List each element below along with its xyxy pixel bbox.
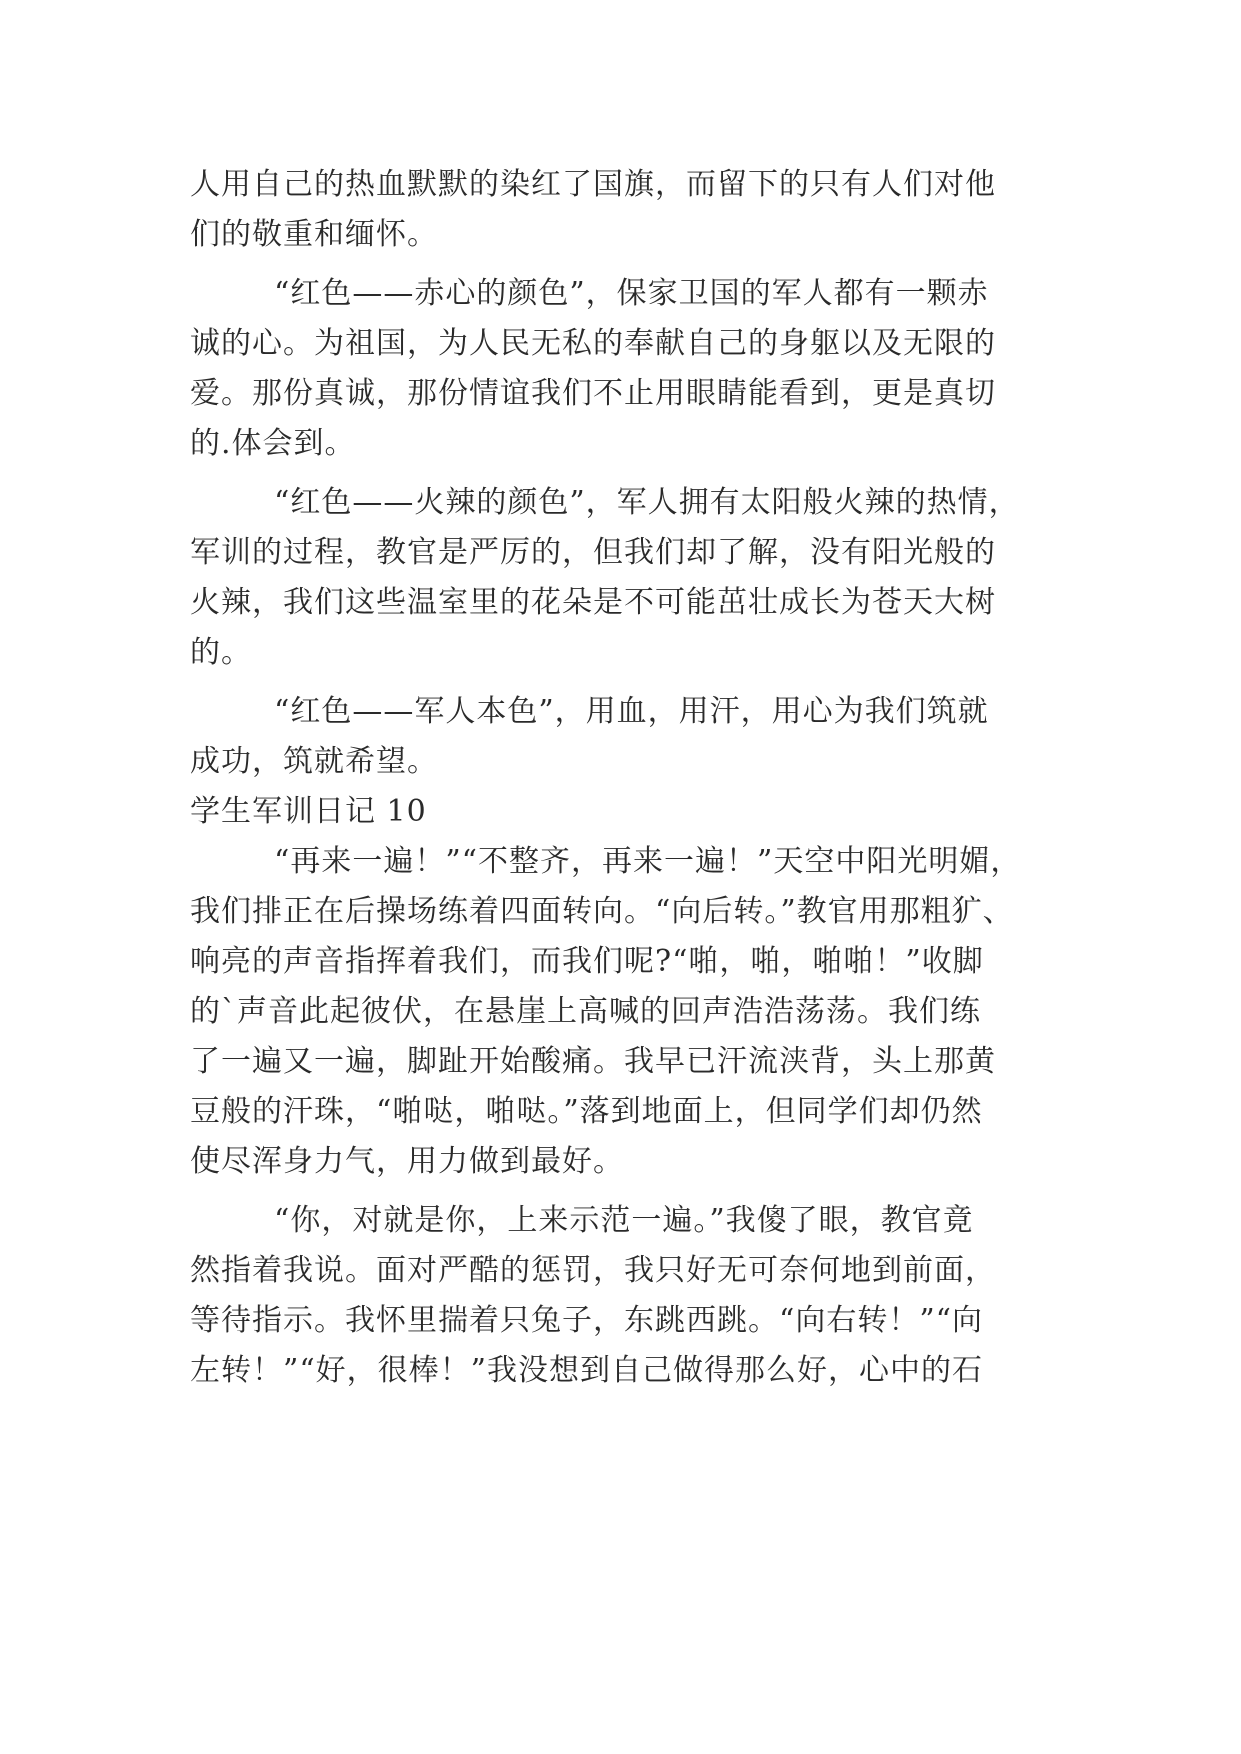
text-line: 的。 <box>190 635 252 670</box>
text-line: 爱。那份真诚，那份情谊我们不止用眼睛能看到，更是真切 <box>190 376 996 411</box>
text-line: 诚的心。为祖国，为人民无私的奉献自己的身躯以及无限的 <box>190 326 996 361</box>
text-line: 使尽浑身力气，用力做到最好。 <box>190 1144 624 1179</box>
document-body <box>190 160 1070 1396</box>
paragraph-first-line: “你，对就是你，上来示范一遍。”我傻了眼，教官竟 <box>274 1203 974 1238</box>
text-line: 人用自己的热血默默的染红了国旗，而留下的只有人们对他 <box>190 167 996 202</box>
text-line: 火辣，我们这些温室里的花朵是不可能茁壮成长为苍天大树 <box>190 585 996 620</box>
text-line: 军训的过程，教官是严厉的，但我们却了解，没有阳光般的 <box>190 535 996 570</box>
paragraph-first-line: “再来一遍！”“不整齐，再来一遍！”天空中阳光明媚， <box>274 844 1022 879</box>
text-line: 的`声音此起彼伏，在悬崖上高喊的回声浩浩荡荡。我们练 <box>190 994 981 1029</box>
paragraph-first-line: “红色——赤心的颜色”，保家卫国的军人都有一颗赤 <box>274 276 989 311</box>
text-line: 成功，筑就希望。 <box>190 744 438 779</box>
text-line: 响亮的声音指挥着我们，而我们呢?“啪，啪，啪啪！”收脚 <box>190 944 984 979</box>
text-line: 们的敬重和缅怀。 <box>190 217 438 252</box>
text-line: 的.体会到。 <box>190 426 356 461</box>
paragraph-first-line: “红色——火辣的颜色”，军人拥有太阳般火辣的热情， <box>274 485 1020 520</box>
text-line: 了一遍又一遍，脚趾开始酸痛。我早已汗流浃背，头上那黄 <box>190 1044 996 1079</box>
text-line: 等待指示。我怀里揣着只兔子，东跳西跳。“向右转！”“向 <box>190 1303 984 1338</box>
text-line: 然指着我说。面对严酷的惩罚，我只好无可奈何地到前面， <box>190 1253 996 1288</box>
text-line: 我们排正在后操场练着四面转向。“向后转。”教官用那粗犷、 <box>190 894 1014 929</box>
text-line: 豆般的汗珠，“啪哒，啪哒。”落到地面上，但同学们却仍然 <box>190 1094 983 1129</box>
paragraph-first-line: “红色——军人本色”，用血，用汗，用心为我们筑就 <box>274 694 989 729</box>
text-line: 左转！”“好，很棒！”我没想到自己做得那么好，心中的石 <box>190 1353 984 1388</box>
section-heading: 学生军训日记 10 <box>190 794 427 829</box>
